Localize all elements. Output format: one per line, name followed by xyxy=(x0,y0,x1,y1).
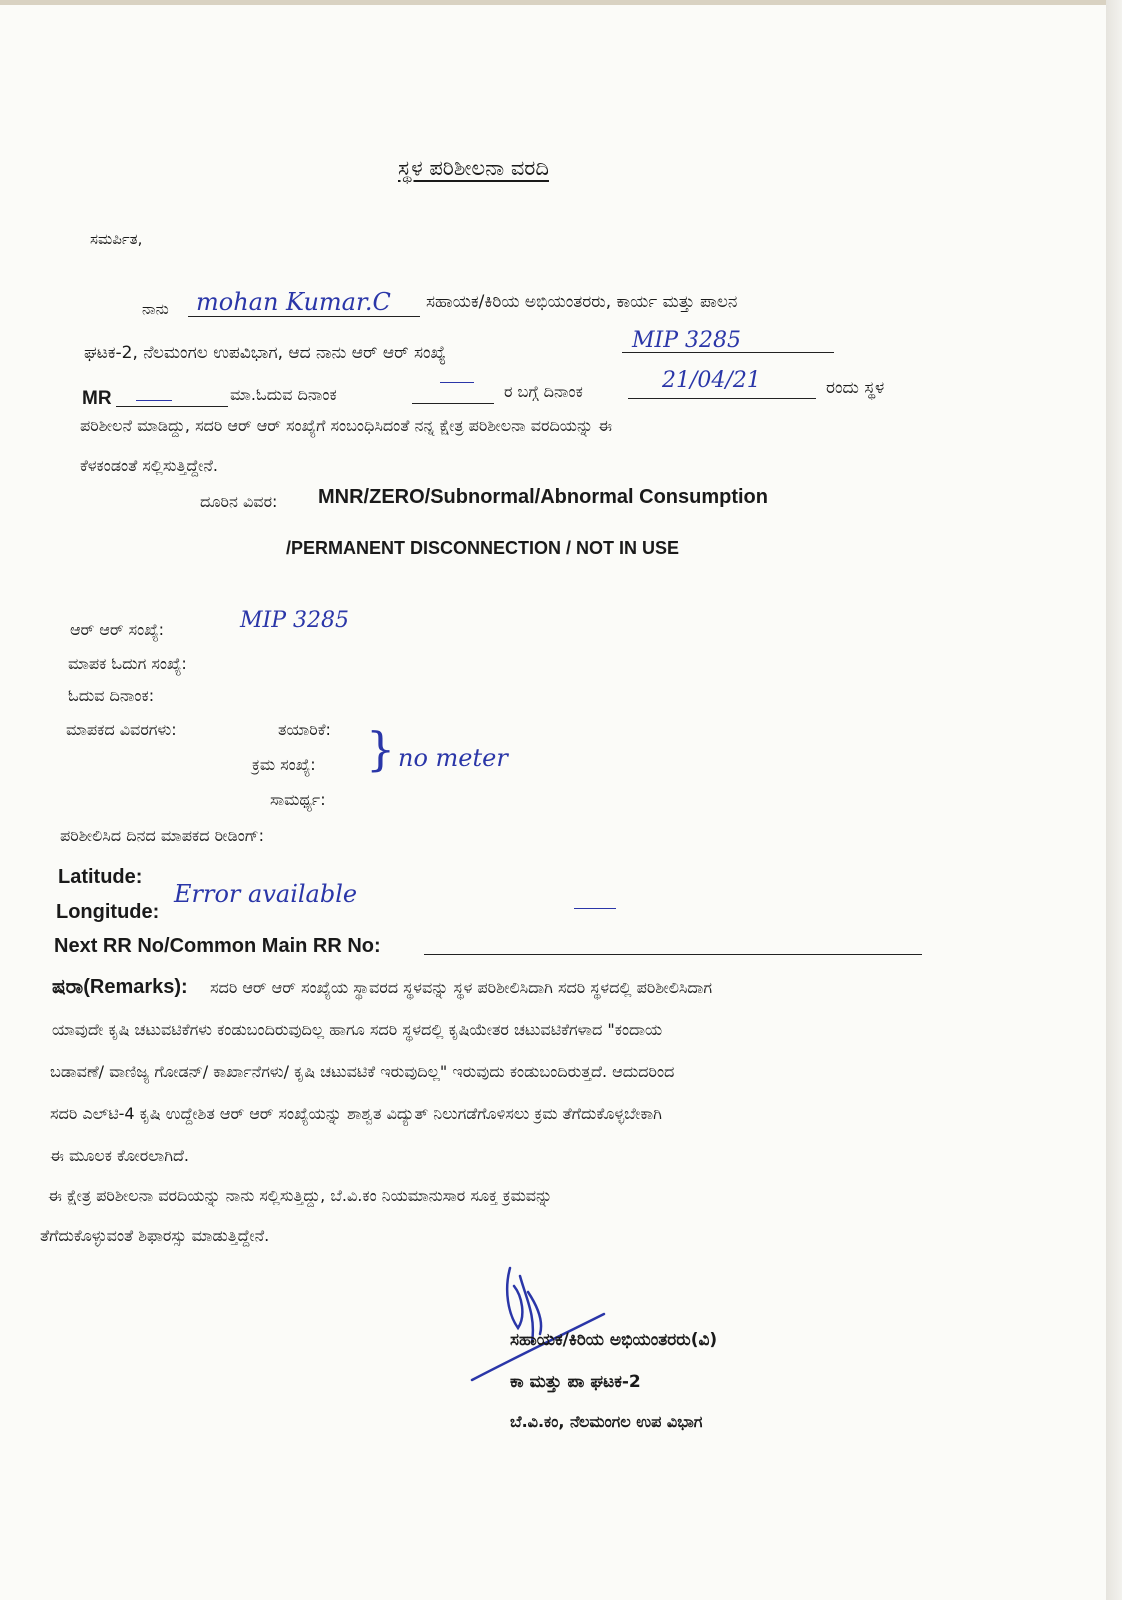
complaint-label: ದೂರಿನ ವಿವರ: xyxy=(200,492,278,511)
page-right-edge xyxy=(1106,0,1122,1600)
make-label: ತಯಾರಿಕೆ: xyxy=(278,720,331,739)
meter-brace-handwritten: } xyxy=(366,722,396,776)
para1-line4: ಪರಿಶೀಲನೆ ಮಾಡಿದ್ದು, ಸದರಿ ಆರ್ ಆರ್ ಸಂಖ್ಯೆಗೆ ಸಂಬಂಧಿಸಿದಂತೆ ನನ್ನ ಕ್ಷೇತ್ರ ಪರಿಶೀಲನಾ ವರದಿಯನ್ನು ಈ xyxy=(80,416,613,435)
capacity-label: ಸಾಮರ್ಥ್ಯ: xyxy=(270,790,326,809)
mr-dash-handwritten xyxy=(136,400,172,401)
gps-note-handwritten: Error available xyxy=(174,880,358,908)
serial-label: ಕ್ರಮ ಸಂಖ್ಯೆ: xyxy=(252,755,316,774)
complaint-types-line1: MNR/ZERO/Subnormal/Abnormal Consumption xyxy=(318,486,768,508)
gps-dash-handwritten xyxy=(574,908,616,909)
signatory-office: ಬೆ.ವಿ.ಕಂ, ನೆಲಮಂಗಲ ಉಪ ವಿಭಾಗ xyxy=(510,1412,703,1431)
page-title: ಸ್ಥಳ ಪರಿಶೀಲನಾ ವರದಿ xyxy=(398,156,549,180)
remarks-line5: ಈ ಮೂಲಕ ಕೋರಲಾಗಿದೆ. xyxy=(50,1146,190,1165)
inspection-date-text: ರ ಬಗ್ಗೆ ದಿನಾಂಕ xyxy=(504,382,583,401)
rr-value-handwritten: MIP 3285 xyxy=(240,608,350,633)
meter-note-handwritten: no meter xyxy=(398,744,508,772)
signatory-designation: ಸಹಾಯಕ/ಕಿರಿಯ ಅಭಿಯಂತರರು(ವಿ) xyxy=(510,1330,718,1350)
para1-line1: ಸಹಾಯಕ/ಕಿರಿಯ ಅಭಿಯಂತರರು, ಕಾರ್ಯ ಮತ್ತು ಪಾಲನ xyxy=(426,292,738,312)
rr-number-underline xyxy=(622,352,834,353)
mr-label: MR xyxy=(82,388,112,409)
rr-label: ಆರ್ ಆರ್ ಸಂಖ್ಯೆ: xyxy=(70,620,165,639)
closing-line2: ತೆಗೆದುಕೊಳ್ಳುವಂತೆ ಶಿಫಾರಸ್ಸು ಮಾಡುತ್ತಿದ್ದೇನೆ. xyxy=(40,1226,270,1245)
complaint-types-line2: /PERMANENT DISCONNECTION / NOT IN USE xyxy=(286,538,680,558)
latitude-label: Latitude: xyxy=(58,866,143,888)
salutation: ಸಮರ್ಪಿತ, xyxy=(90,230,143,248)
rr-number-handwritten: MIP 3285 xyxy=(632,328,742,353)
page-top-edge xyxy=(0,0,1122,5)
reading-date-text: ಮಾ.ಓದುವ ದಿನಾಂಕ xyxy=(230,385,337,404)
next-rr-blank xyxy=(424,954,922,955)
remarks-label: ಷರಾ(Remarks): xyxy=(52,976,188,998)
remarks-line2: ಯಾವುದೇ ಕೃಷಿ ಚಟುವಟಿಕೆಗಳು ಕಂಡುಬಂದಿರುವುದಿಲ್ಲ ಹಾಗೂ ಸದರಿ ಸ್ಥಳದಲ್ಲಿ ಕೃಷಿಯೇತರ ಚಟುವಟಿಕೆಗಳಾದ "ಕಂದಾಯ xyxy=(52,1020,663,1039)
officer-name-handwritten: mohan Kumar.C xyxy=(196,288,391,316)
para1-line3-end: ರಂದು ಸ್ಥಳ xyxy=(826,378,885,398)
inspection-date-handwritten: 21/04/21 xyxy=(662,368,761,393)
longitude-label: Longitude: xyxy=(56,901,160,923)
meter-details-label: ಮಾಪಕದ ವಿವರಗಳು: xyxy=(66,720,177,739)
para1-line2: ಘಟಕ-2, ನೆಲಮಂಗಲ ಉಪವಿಭಾಗ, ಆದ ನಾನು ಆರ್ ಆರ್ ಸಂಖ್ಯೆ xyxy=(84,343,446,363)
inspection-date-underline xyxy=(628,398,816,399)
reading-date-label: ಓದುವ ದಿನಾಂಕ: xyxy=(68,686,155,705)
meter-reader-label: ಮಾಪಕ ಓದುಗ ಸಂಖ್ಯೆ: xyxy=(68,654,187,673)
mr-blank xyxy=(116,406,228,407)
para1-line5: ಕೆಳಕಂಡಂತೆ ಸಲ್ಲಿಸುತ್ತಿದ್ದೇನೆ. xyxy=(80,456,218,475)
remarks-line4: ಸದರಿ ಎಲ್‌ಟಿ-4 ಕೃಷಿ ಉದ್ದೇಶಿತ ಆರ್ ಆರ್ ಸಂಖ್ಯೆಯನ್ನು ಶಾಶ್ವತ ವಿದ್ಯುತ್ ನಿಲುಗಡೆಗೊಳಿಸಲು ಕ್ರಮ ತೆಗೆದುಕೊಳ್ಳಬೇಕಾಗಿ xyxy=(50,1104,662,1123)
signatory-unit: ಕಾ ಮತ್ತು ಪಾ ಘಟಕ-2 xyxy=(510,1372,641,1392)
remarks-line1: ಸದರಿ ಆರ್ ಆರ್ ಸಂಖ್ಯೆಯ ಸ್ಥಾವರದ ಸ್ಥಳವನ್ನು ಸ್ಥಳ ಪರಿಶೀಲಿಸಿದಾಗಿ ಸದರಿ ಸ್ಥಳದಲ್ಲಿ ಪರಿಶೀಲಿಸಿದಾಗ xyxy=(210,978,713,997)
closing-line1: ಈ ಕ್ಷೇತ್ರ ಪರಿಶೀಲನಾ ವರದಿಯನ್ನು ನಾನು ಸಲ್ಲಿಸುತ್ತಿದ್ದು, ಬೆ.ವಿ.ಕಂ ನಿಯಮಾನುಸಾರ ಸೂಕ್ತ ಕ್ರಮವನ್ನು xyxy=(48,1186,553,1205)
name-underline xyxy=(188,316,420,317)
nanu-label: ನಾನು xyxy=(142,300,169,318)
reading-date-dash-handwritten xyxy=(440,382,474,383)
reading-date-blank xyxy=(412,403,494,404)
reading-label: ಪರಿಶೀಲಿಸಿದ ದಿನದ ಮಾಪಕದ ರೀಡಿಂಗ್: xyxy=(60,826,265,845)
next-rr-label: Next RR No/Common Main RR No: xyxy=(54,935,381,957)
remarks-line3: ಬಡಾವಣೆ/ ವಾಣಿಜ್ಯ ಗೋಡನ್/ ಕಾರ್ಖಾನೆಗಳು/ ಕೃಷಿ ಚಟುವಟಿಕೆ ಇರುವುದಿಲ್ಲ" ಇರುವುದು ಕಂಡುಬಂದಿರುತ್ತದೆ. ಆದುದರಿಂದ xyxy=(50,1062,675,1081)
